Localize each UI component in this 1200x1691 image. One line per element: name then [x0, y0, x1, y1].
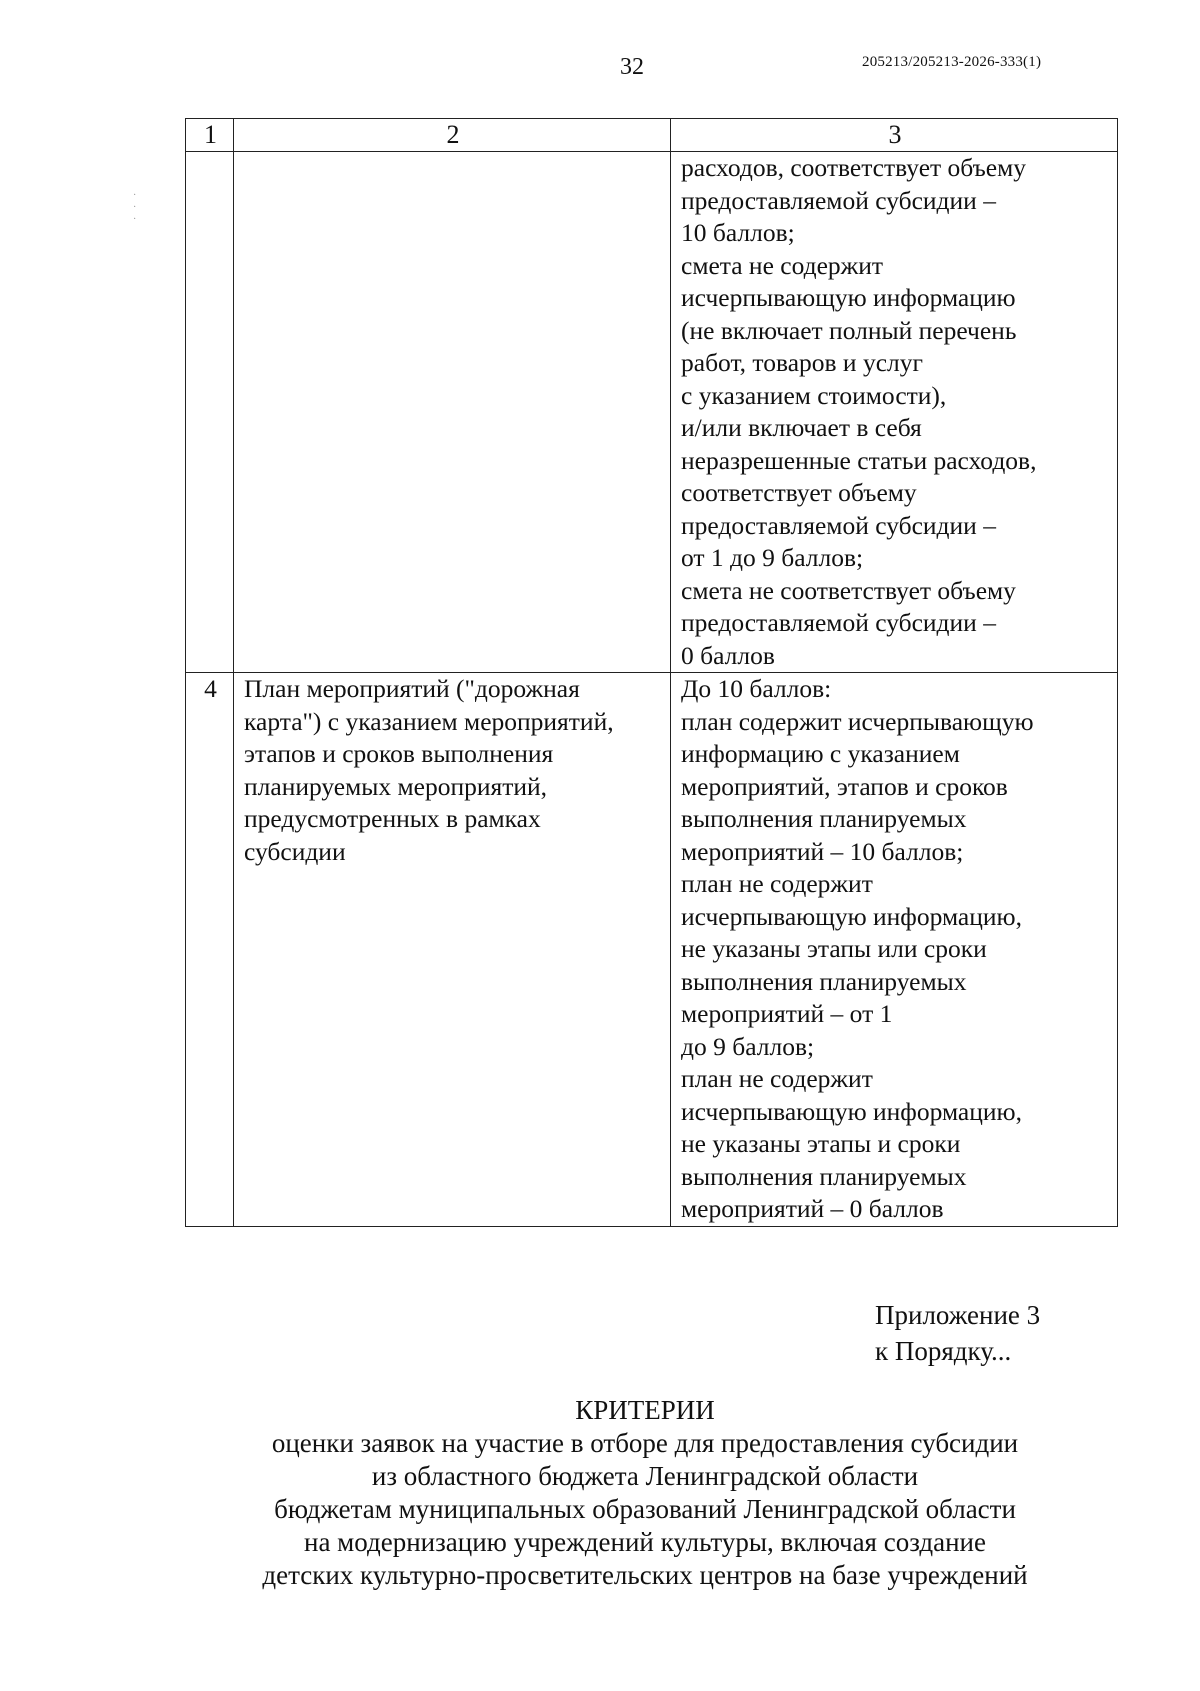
text-line: смета не соответствует объему [681, 575, 1016, 605]
header-col-1: 1 [186, 119, 234, 152]
text-line: До 10 баллов: [681, 674, 832, 703]
text-line: мероприятий – 0 баллов [681, 1194, 944, 1223]
text-line: из областного бюджета Ленинградской области [371, 1461, 919, 1491]
row-number-cell [186, 152, 234, 673]
document-code: 205213/205213-2026-333(1) [862, 54, 1042, 70]
text-line: карта") с указанием мероприятий, [244, 706, 614, 736]
criteria-title-block [0, 1394, 1200, 1592]
text-line: 10 баллов; [681, 218, 795, 247]
text-line: предоставляемой субсидии – [681, 185, 996, 215]
text-line: и/или включает в себя [681, 413, 922, 442]
text-line: предоставляемой субсидии – [681, 608, 996, 637]
text-line: планируемых мероприятий, [244, 771, 548, 801]
text-line: исчерпывающую информацию, [681, 901, 1022, 931]
text-line: работ, товаров и услуг [681, 348, 923, 377]
text-line: исчерпывающую информацию, [681, 1096, 1022, 1126]
criteria-table [185, 118, 1118, 1227]
text-line: предусмотренных в рамках [244, 804, 541, 833]
table-row [186, 673, 1118, 1227]
appendix-number: Приложение 3 [875, 1300, 1041, 1330]
text-line: смета не содержит [681, 250, 884, 280]
text-line: информацию с указанием [681, 739, 960, 768]
appendix-reference [875, 1297, 1040, 1369]
table-row [186, 152, 1118, 673]
text-line: не указаны этапы или сроки [681, 934, 987, 963]
text-line: выполнения планируемых [681, 1161, 967, 1191]
text-line: детских культурно-просветительских центров на базе учреждений [262, 1560, 1028, 1590]
text-line: выполнения планируемых [681, 966, 967, 996]
text-line: исчерпывающую информацию [681, 283, 1016, 312]
text-line: план содержит исчерпывающую [681, 706, 1034, 736]
score-cell [671, 673, 1118, 1227]
criteria-heading: КРИТЕРИИ [575, 1395, 715, 1425]
appendix-to-order: к Порядку... [875, 1336, 1012, 1366]
text-line: 0 баллов [681, 640, 775, 670]
score-cell [671, 152, 1118, 673]
text-line: неразрешенные статьи расходов, [681, 445, 1037, 475]
row-number-cell: 4 [186, 673, 234, 1227]
criteria-subtitle [0, 1427, 1200, 1592]
text-line: мероприятий – от 1 [681, 999, 893, 1028]
text-line: до 9 баллов; [681, 1031, 815, 1061]
text-line: мероприятий – 10 баллов; [681, 836, 964, 866]
text-line: план не содержит [681, 869, 873, 898]
text-line: не указаны этапы и сроки [681, 1129, 961, 1158]
text-line: от 1 до 9 баллов; [681, 543, 864, 572]
table-header-row [186, 119, 1118, 152]
text-line: на модернизацию учреждений культуры, включая создание [304, 1527, 986, 1557]
page-number: 32 [620, 54, 644, 80]
text-line: этапов и сроков выполнения [244, 739, 554, 768]
header-col-2: 2 [234, 119, 671, 152]
header-col-3: 3 [671, 119, 1118, 152]
scan-artifact: · · · [133, 190, 137, 225]
text-line: соответствует объему [681, 478, 917, 507]
text-line: план не содержит [681, 1064, 873, 1093]
text-line: мероприятий, этапов и сроков [681, 771, 1008, 801]
text-line: выполнения планируемых [681, 804, 967, 833]
text-line: расходов, соответствует объему [681, 153, 1027, 182]
text-line: оценки заявок на участие в отборе для предоставления субсидии [271, 1428, 1019, 1458]
text-line: План мероприятий ("дорожная [244, 674, 580, 703]
text-line: с указанием стоимости), [681, 380, 947, 410]
text-line: предоставляемой субсидии – [681, 510, 996, 540]
text-line: (не включает полный перечень [681, 315, 1017, 345]
text-line: субсидии [244, 836, 346, 866]
text-line: бюджетам муниципальных образований Ленинградской области [274, 1494, 1016, 1524]
criterion-cell [234, 673, 671, 1227]
criterion-cell [234, 152, 671, 673]
